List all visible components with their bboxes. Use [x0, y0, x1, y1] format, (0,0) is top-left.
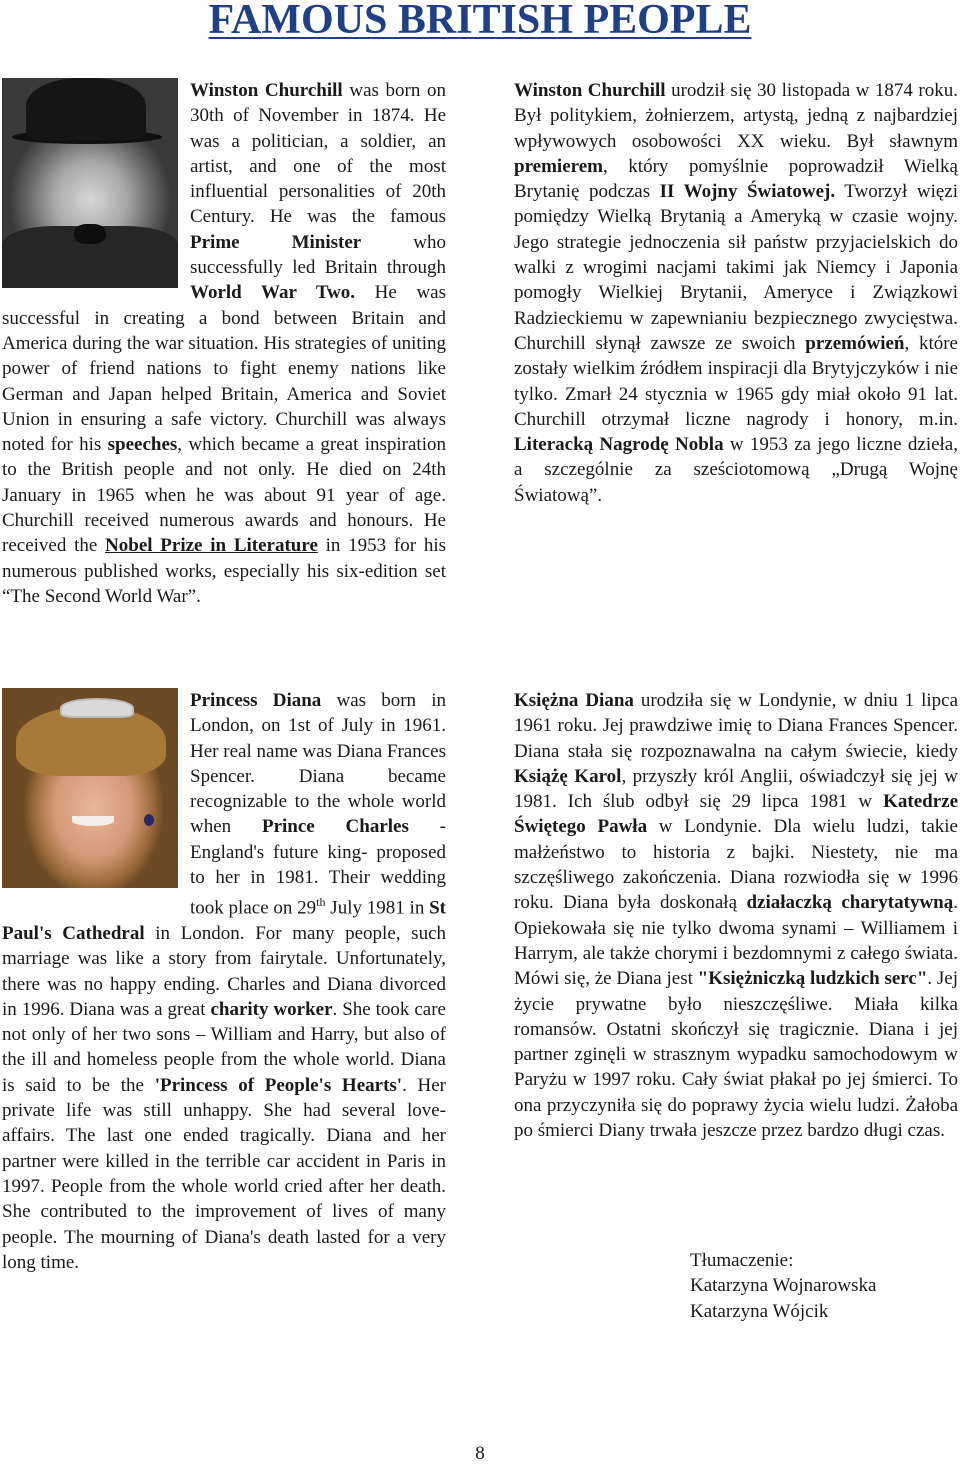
churchill-photo [2, 78, 178, 288]
page-number: 8 [475, 1443, 485, 1464]
diana-paragraph-en: Princess Diana was born in London, on 1st of July in 1961. Her real name was Diana Frances Spencer. Diana became recognizable to the whole world when Prince Charles - England's future king- proposed to her in 1981. Their wedding took place on 29th July 1981 in St Paul's Cathedral in London. For many people, such marriage was like a story from fairytale. Unfortunately, there was no happy ending. Charles and Diana divorced in 1996. Diana was a great charity worker. She took care not only of her two sons – William and Harry, but also of the ill and homeless people from the whole world. Diana is said to be the 'Princess of People's Hearts'. Her private life was still unhappy. She had several love-affairs. The last one ended tragically. Diana and her partner were killed in the terrible car accident in Paris in 1997. People from the whole world cried after her death. She contributed to the improvement of lives of many people. The mourning of Diana's death lasted for a very long time. [2, 690, 447, 1273]
translator-name: Katarzyna Wojnarowska [690, 1275, 877, 1297]
diana-article-en [2, 688, 446, 1275]
diana-article-pl [514, 688, 958, 1143]
churchill-paragraph-en: Winston Churchill was born on 30th of November in 1874. He was a politician, a soldier, an artist, and one of the most influential personalities of 20th Century. He was the famous Prime Minister who successfully led Britain through World War Two. He was successful in creating a bond between Britain and America during the war situation. His strategies of uniting power of friend nations to fight enemy nations like German and Japan helped Britain, America and Soviet Union in ensuring a safe victory. Churchill was always noted for his speeches, which became a great inspiration to the British people and not only. He died on 24th January in 1965 when he was about 91 year of age. Churchill received numerous awards and honours. He received the Nobel Prize in Literature in 1953 for his numerous published works, especially his six-edition set “The Second World War”. [2, 80, 446, 607]
churchill-article-pl [514, 78, 958, 508]
diana-paragraph-pl: Księżna Diana urodziła się w Londynie, w dniu 1 lipca 1961 roku. Jej prawdziwe imię to Diana Frances Spencer. Diana stała się rozpoznawalna na całym świecie, kiedy Książę Karol, przyszły król Anglii, oświadczył się jej w 1981. Ich ślub odbył się 29 lipca 1981 w Katedrze Świętego Pawła w Londynie. Dla wielu ludzi, takie małżeństwo to historia z bajki. Niestety, nie ma szczęśliwego zakończenia. Diana rozwiodła się w 1996 roku. Diana była doskonałą działaczką charytatywną. Opiekowała się nie tylko dwoma synami – Williamem i Harrym, ale także chorymi i bezdomnymi z całego świata. Mówi się, że Diana jest "Księżniczką ludzkich serc". Jej życie prywatne było nieszczęśliwe. Miała kilka romansów. Ostatni skończył się tragicznie. Diana i jej partner zginęli w strasznym wypadku samochodowym w Paryżu w 1997 roku. Cały świat płakał po jej śmierci. To ona przyczyniła się do poprawy życia wielu ludzi. Żałoba po śmierci Diany trwała jeszcze przez bardzo długi czas. [514, 690, 959, 1142]
diana-photo [2, 688, 178, 888]
credits-label: Tłumaczenie: [690, 1250, 794, 1271]
churchill-article-en [2, 78, 446, 609]
page-title: FAMOUS BRITISH PEOPLE [208, 0, 752, 43]
translator-name: Katarzyna Wójcik [690, 1300, 829, 1322]
churchill-paragraph-pl: Winston Churchill urodził się 30 listopada w 1874 roku. Był politykiem, żołnierzem, artystą, jedną z najbardziej wpływowych osobowości XX wieku. Był sławnym premierem, który pomyślnie poprowadził Wielką Brytanię podczas II Wojny Światowej. Tworzył więzi pomiędzy Wielką Brytanią a Ameryką w czasie wojny. Jego strategie jednoczenia sił państw przyjacielskich do walki z wrogimi nacjami takimi jak Niemcy i Japonia pomogły Wielkiej Brytanii, Ameryce i Związkowi Radzieckiemu w zapewnianiu bezpiecznego zwycięstwa. Churchill słynął zawsze ze swoich przemówień, które zostały wielkim źródłem inspiracji dla Brytyjczyków i nie tylko. Zmarł 24 stycznia w 1965 gdy miał około 91 lat. Churchill otrzymał liczne nagrody i honory, m.in. Literacką Nagrodę Nobla w 1953 za jego liczne dzieła, a szczególnie za sześciotomową „Drugą Wojnę Światową”. [514, 80, 958, 506]
translation-credits [690, 1248, 876, 1324]
